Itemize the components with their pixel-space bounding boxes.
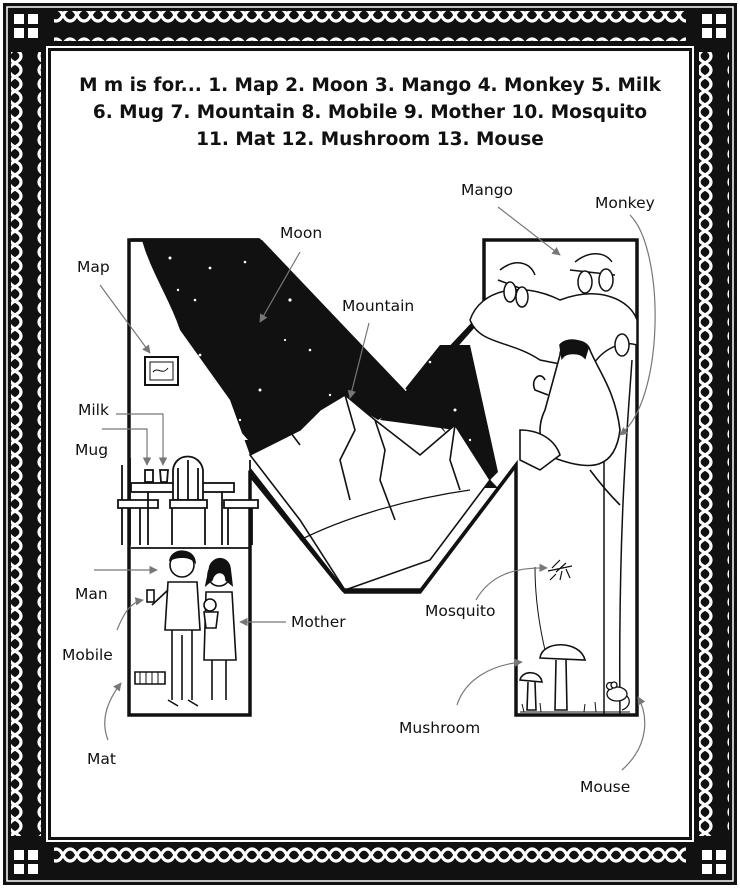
label-mat: Mat xyxy=(87,750,116,768)
page-title xyxy=(60,72,680,153)
label-mango: Mango xyxy=(461,181,514,199)
label-mobile: Mobile xyxy=(62,646,113,664)
milk-bottle xyxy=(160,470,168,482)
label-map: Map xyxy=(77,258,110,276)
label-mountain: Mountain xyxy=(342,297,415,315)
label-monkey: Monkey xyxy=(595,194,655,212)
label-mother: Mother xyxy=(291,613,346,631)
title-line-1: M m is for... 1. Map 2. Moon 3. Mango 4. Monkey 5. Milk xyxy=(79,75,661,96)
title-line-2: 6. Mug 7. Mountain 8. Mobile 9. Mother 10. Mosquito xyxy=(92,102,648,123)
label-man: Man xyxy=(75,585,108,603)
map-frame xyxy=(145,357,178,385)
mug xyxy=(145,470,153,482)
mobile-phone xyxy=(147,590,154,602)
label-mosquito: Mosquito xyxy=(425,602,496,620)
title-line-3: 11. Mat 12. Mushroom 13. Mouse xyxy=(196,129,544,150)
label-mouse: Mouse xyxy=(580,778,631,796)
label-moon: Moon xyxy=(280,224,323,242)
label-mushroom: Mushroom xyxy=(399,719,481,737)
label-mug: Mug xyxy=(75,441,109,459)
label-milk: Milk xyxy=(78,401,109,419)
